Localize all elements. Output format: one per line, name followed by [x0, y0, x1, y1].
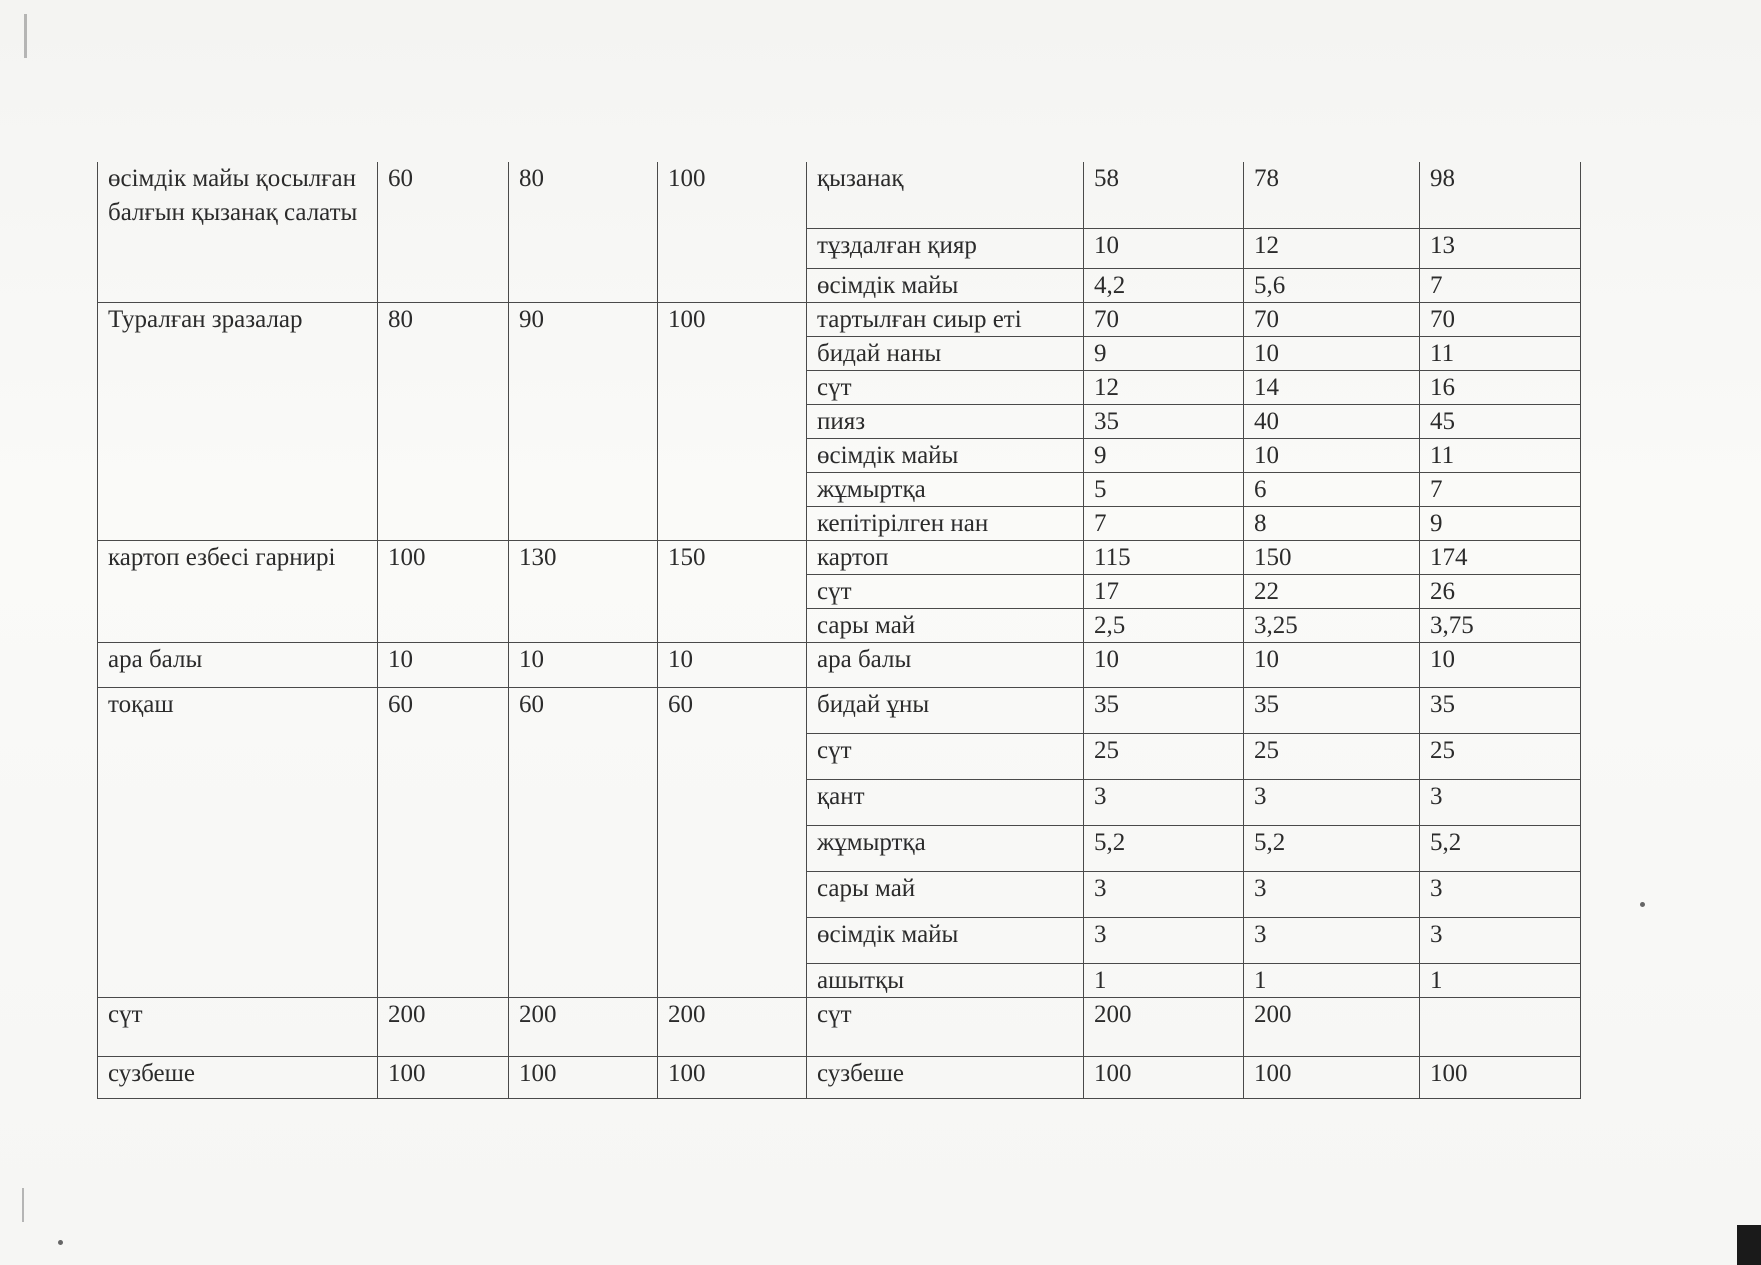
ingredient-v3-cell: 3 [1420, 871, 1581, 917]
scan-artifact [1737, 1225, 1761, 1265]
table-row [98, 1056, 1581, 1098]
ingredient-name-cell: өсімдік майы [807, 917, 1084, 963]
ingredient-name-cell: жұмыртқа [807, 472, 1084, 506]
ingredient-name-cell: тұздалған қияр [807, 228, 1084, 268]
dish-name-cell: картоп езбесі гарнирі [98, 540, 378, 642]
table-row [98, 302, 1581, 336]
ingredient-name-cell: пияз [807, 404, 1084, 438]
ingredient-v1-cell: 3 [1084, 871, 1244, 917]
ingredient-name-cell: сүт [807, 574, 1084, 608]
table-row [98, 642, 1581, 687]
ingredient-v1-cell: 7 [1084, 506, 1244, 540]
ingredient-v2-cell: 1 [1244, 963, 1420, 997]
ingredient-v2-cell: 25 [1244, 733, 1420, 779]
portion-b-cell: 130 [509, 540, 658, 642]
portion-b-cell: 80 [509, 162, 658, 302]
ingredient-v2-cell: 40 [1244, 404, 1420, 438]
ingredient-name-cell: сары май [807, 608, 1084, 642]
portion-c-cell: 200 [658, 997, 807, 1056]
ingredient-v1-cell: 3 [1084, 917, 1244, 963]
ingredient-v3-cell: 3 [1420, 779, 1581, 825]
ingredient-name-cell: сүт [807, 733, 1084, 779]
ingredient-v2-cell: 3 [1244, 871, 1420, 917]
portion-a-cell: 10 [378, 642, 509, 687]
ingredient-v1-cell: 35 [1084, 404, 1244, 438]
ingredient-v3-cell: 7 [1420, 268, 1581, 302]
ingredient-v3-cell: 100 [1420, 1056, 1581, 1098]
ingredient-v1-cell: 5 [1084, 472, 1244, 506]
portion-c-cell: 100 [658, 302, 807, 540]
ingredient-v2-cell: 35 [1244, 687, 1420, 733]
table-row [98, 687, 1581, 733]
ingredient-v1-cell: 3 [1084, 779, 1244, 825]
ingredient-v2-cell: 12 [1244, 228, 1420, 268]
ingredient-v1-cell: 58 [1084, 162, 1244, 228]
ingredient-v1-cell: 35 [1084, 687, 1244, 733]
ingredient-name-cell: өсімдік майы [807, 268, 1084, 302]
ingredient-v3-cell: 9 [1420, 506, 1581, 540]
ingredient-name-cell: бидай наны [807, 336, 1084, 370]
table-row [98, 997, 1581, 1056]
portion-c-cell: 100 [658, 162, 807, 302]
ingredient-v3-cell: 1 [1420, 963, 1581, 997]
ingredient-v1-cell: 4,2 [1084, 268, 1244, 302]
portion-c-cell: 60 [658, 687, 807, 997]
portion-c-cell: 150 [658, 540, 807, 642]
portion-b-cell: 60 [509, 687, 658, 997]
ingredient-v2-cell: 200 [1244, 997, 1420, 1056]
ingredient-v2-cell: 3,25 [1244, 608, 1420, 642]
ingredient-v3-cell: 3,75 [1420, 608, 1581, 642]
portion-c-cell: 100 [658, 1056, 807, 1098]
portion-b-cell: 10 [509, 642, 658, 687]
scan-artifact [22, 1188, 24, 1222]
ingredient-v1-cell: 100 [1084, 1056, 1244, 1098]
ingredient-v1-cell: 10 [1084, 228, 1244, 268]
scan-artifact [1640, 902, 1645, 907]
ingredient-v1-cell: 70 [1084, 302, 1244, 336]
ingredient-name-cell: қант [807, 779, 1084, 825]
ingredient-v2-cell: 3 [1244, 779, 1420, 825]
ingredient-v2-cell: 150 [1244, 540, 1420, 574]
ingredient-v1-cell: 200 [1084, 997, 1244, 1056]
portion-c-cell: 10 [658, 642, 807, 687]
ingredient-v3-cell: 35 [1420, 687, 1581, 733]
table-row [98, 162, 1581, 228]
ingredient-v2-cell: 5,2 [1244, 825, 1420, 871]
ingredient-v2-cell: 5,6 [1244, 268, 1420, 302]
ingredient-v2-cell: 100 [1244, 1056, 1420, 1098]
ingredient-v3-cell: 25 [1420, 733, 1581, 779]
ingredient-v1-cell: 115 [1084, 540, 1244, 574]
ingredient-v2-cell: 6 [1244, 472, 1420, 506]
portion-a-cell: 80 [378, 302, 509, 540]
ingredient-v1-cell: 2,5 [1084, 608, 1244, 642]
scan-artifact [24, 14, 27, 58]
ingredient-v2-cell: 3 [1244, 917, 1420, 963]
ingredient-v2-cell: 8 [1244, 506, 1420, 540]
dish-name-cell: ара балы [98, 642, 378, 687]
ingredient-v2-cell: 10 [1244, 336, 1420, 370]
table-row [98, 540, 1581, 574]
portion-b-cell: 100 [509, 1056, 658, 1098]
ingredient-v1-cell: 25 [1084, 733, 1244, 779]
ingredient-v1-cell: 9 [1084, 438, 1244, 472]
menu-ingredients-table [97, 162, 1581, 1099]
ingredient-v3-cell: 7 [1420, 472, 1581, 506]
ingredient-name-cell: картоп [807, 540, 1084, 574]
portion-a-cell: 100 [378, 540, 509, 642]
ingredient-name-cell: қызанақ [807, 162, 1084, 228]
ingredient-v3-cell: 26 [1420, 574, 1581, 608]
ingredient-v3-cell: 3 [1420, 917, 1581, 963]
ingredient-name-cell: жұмыртқа [807, 825, 1084, 871]
ingredient-v1-cell: 10 [1084, 642, 1244, 687]
ingredient-v3-cell [1420, 997, 1581, 1056]
ingredient-v2-cell: 14 [1244, 370, 1420, 404]
ingredient-name-cell: кепітірілген нан [807, 506, 1084, 540]
ingredient-v3-cell: 70 [1420, 302, 1581, 336]
portion-a-cell: 100 [378, 1056, 509, 1098]
ingredient-v1-cell: 12 [1084, 370, 1244, 404]
dish-name-cell: тоқаш [98, 687, 378, 997]
dish-name-cell: Туралған зразалар [98, 302, 378, 540]
ingredient-name-cell: өсімдік майы [807, 438, 1084, 472]
ingredient-v3-cell: 11 [1420, 438, 1581, 472]
ingredient-v3-cell: 174 [1420, 540, 1581, 574]
ingredient-name-cell: бидай ұны [807, 687, 1084, 733]
ingredient-name-cell: сүт [807, 997, 1084, 1056]
ingredient-v1-cell: 1 [1084, 963, 1244, 997]
portion-b-cell: 200 [509, 997, 658, 1056]
table-body [98, 162, 1581, 1098]
ingredient-name-cell: тартылған сиыр еті [807, 302, 1084, 336]
ingredient-v3-cell: 13 [1420, 228, 1581, 268]
ingredient-name-cell: сүт [807, 370, 1084, 404]
ingredient-v2-cell: 22 [1244, 574, 1420, 608]
portion-a-cell: 60 [378, 162, 509, 302]
ingredient-v3-cell: 5,2 [1420, 825, 1581, 871]
ingredient-name-cell: сузбеше [807, 1056, 1084, 1098]
ingredient-name-cell: ара балы [807, 642, 1084, 687]
ingredient-v3-cell: 10 [1420, 642, 1581, 687]
ingredient-v2-cell: 10 [1244, 438, 1420, 472]
ingredient-name-cell: сары май [807, 871, 1084, 917]
ingredient-v1-cell: 5,2 [1084, 825, 1244, 871]
scan-artifact [58, 1240, 63, 1245]
ingredient-name-cell: ашытқы [807, 963, 1084, 997]
ingredient-v3-cell: 45 [1420, 404, 1581, 438]
ingredient-v3-cell: 16 [1420, 370, 1581, 404]
portion-a-cell: 60 [378, 687, 509, 997]
dish-name-cell: сүт [98, 997, 378, 1056]
ingredient-v1-cell: 9 [1084, 336, 1244, 370]
portion-a-cell: 200 [378, 997, 509, 1056]
ingredient-v2-cell: 70 [1244, 302, 1420, 336]
ingredient-v3-cell: 11 [1420, 336, 1581, 370]
portion-b-cell: 90 [509, 302, 658, 540]
dish-name-cell: сузбеше [98, 1056, 378, 1098]
ingredient-v2-cell: 10 [1244, 642, 1420, 687]
ingredient-v2-cell: 78 [1244, 162, 1420, 228]
dish-name-cell: өсімдік майы қосылған балғын қызанақ салаты [98, 162, 378, 302]
ingredient-v1-cell: 17 [1084, 574, 1244, 608]
ingredient-v3-cell: 98 [1420, 162, 1581, 228]
